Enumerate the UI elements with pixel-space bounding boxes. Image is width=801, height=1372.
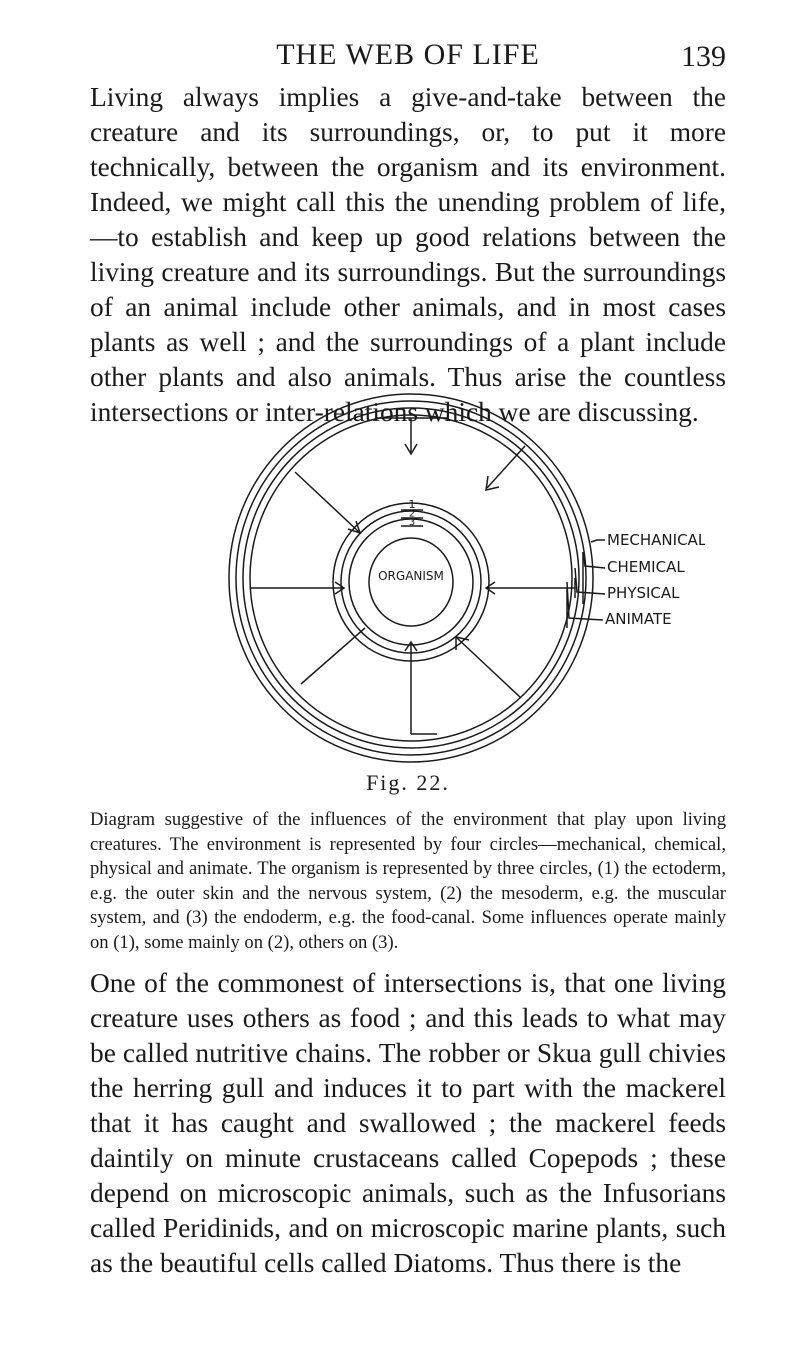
- running-head: THE WEB OF LIFE: [276, 38, 540, 71]
- physical-label: PHYSICAL: [607, 584, 680, 602]
- paragraph-1: Living always implies a give-and-take between the creature and its surroundings, or, to put it more technically, between the organism and its environment. Indeed, we might call this the unending problem of life,—to establish and keep up good relations between the living creature and its surroundings. But the surroundings of an animal include other animals, and in most cases plants as well ; and the surroundings of a plant include other plants and also animals. Thus arise the countless intersections or inter-relations which we are discussing.: [90, 82, 726, 427]
- mechanical-leader: [591, 540, 605, 542]
- chemical-leader: [583, 552, 605, 568]
- lower-right-influence-line: [457, 638, 521, 698]
- chemical-label: CHEMICAL: [607, 558, 685, 576]
- figure-22: [225, 392, 705, 764]
- layer-number-1: 1: [408, 498, 416, 511]
- mechanical-label: MECHANICAL: [607, 531, 705, 549]
- lower-left-influence-line: [301, 628, 365, 684]
- figure-label: Fig. 22.: [366, 770, 450, 795]
- organism-label: ORGANISM: [378, 569, 444, 583]
- upper-left-influence-line: [295, 472, 359, 532]
- upper-right-influence-line: [487, 446, 525, 488]
- environment-diagram: [225, 392, 705, 764]
- page-header: [90, 38, 726, 78]
- layer-number-3: 3: [408, 517, 416, 528]
- paragraph-2: One of the commonest of intersections is, that one living creature uses others as food ; and this leads to what may be called nutritive chains. The robber or Skua gull chivies the herring gull and induces it to part with the mackerel that it has caught and swallowed ; the mackerel feeds daintily on minute crustaceans called Copepods ; these depend on microscopic animals, such as the Infusorians called Peridinids, and on microscopic marine plants, such as the beautiful cells called Diatoms. Thus there is the: [90, 968, 726, 1278]
- page-number: 139: [681, 40, 726, 73]
- figure-caption: Diagram suggestive of the influences of the environment that play upon living creatures. The environment is represented by four circles—mechanical, chemical, physical and animate. The organism is represented by three circles, (1) the ectoderm, e.g. the outer skin and the nervous system, (2) the mesoderm, e.g. the muscular system, and (3) the endoderm, e.g. the food-canal. Some influences operate mainly on (1), some mainly on (2), others on (3).: [90, 809, 726, 953]
- animate-label: ANIMATE: [605, 610, 672, 628]
- layer-number-2: 2: [408, 508, 416, 520]
